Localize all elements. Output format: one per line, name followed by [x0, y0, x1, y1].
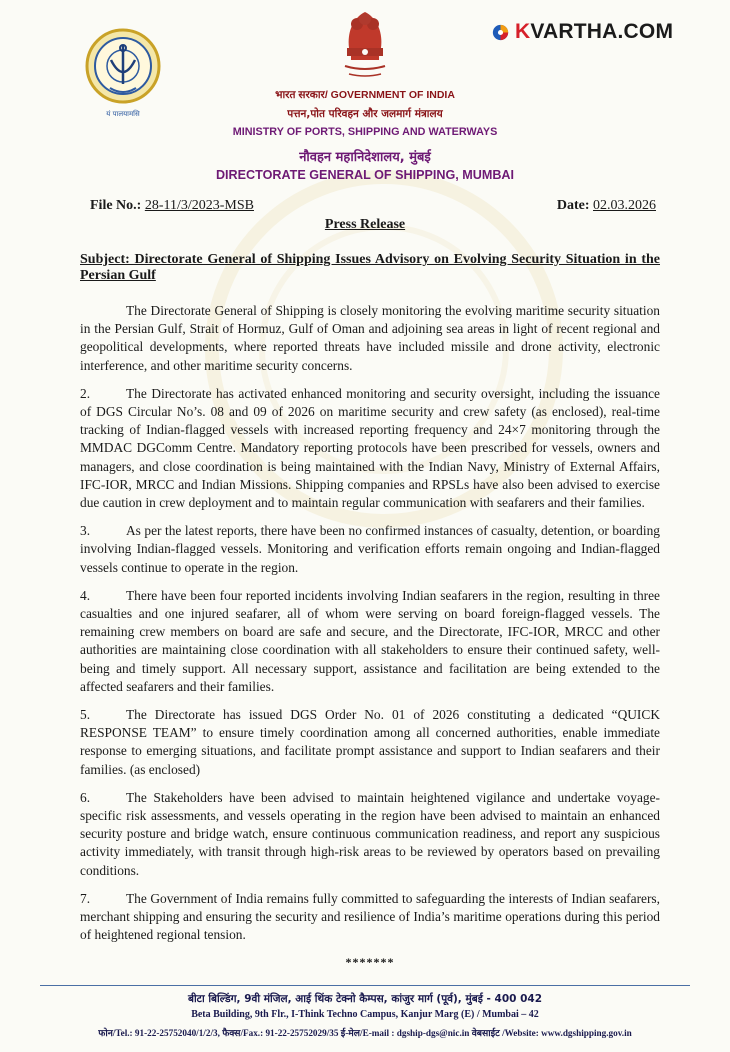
footer-contact: फोन/Tel.: 91-22-25752040/1/2/3, फैक्स/Fax.: 91-22-25752029/35 ई-मेल/E-mail : dgship-dgs@nic.in वेबसाईट /Website: www.dgshipping.gov.in: [98, 1028, 632, 1038]
press-release-body: [80, 302, 660, 971]
directorate-hindi-heading: नौवहन महानिदेशालय, मुंबई: [299, 150, 431, 165]
directorate-heading: DIRECTORATE GENERAL OF SHIPPING, MUMBAI: [215, 168, 515, 182]
paragraph-3: 3. As per the latest reports, there have been no confirmed instances of casualty, detention, or boarding involving Indian-flagged vessels. Monitoring and verification efforts remain ongoing and Indian-flagged vessels continue to operate in the region.: [80, 523, 660, 575]
kvartha-logo-icon: [492, 24, 509, 41]
paragraph-1: The Directorate General of Shipping is closely monitoring the evolving maritime security situation in the Persian Gulf, Strait of Hormuz, Gulf of Oman and adjoining sea areas in light of recent regional and geopolitical developments, where reported threats have included missile and drone activity, electronic interference, and other maritime security concerns.: [80, 303, 660, 373]
ministry-heading: MINISTRY OF PORTS, SHIPPING AND WATERWAYS: [232, 126, 498, 138]
kvartha-text: KVARTHA.COM: [515, 20, 674, 43]
paragraph-2: 2. The Directorate has activated enhanced monitoring and security oversight, including the issuance of DGS Circular No’s. 08 and 09 of 2026 on maritime security and crew safety (as enclosed), real-time tracking of Indian-flagged vessels with increased reporting frequency and 24×7 monitoring through the MMDAC DGComm Centre. Mandatory reporting protocols have been prescribed for vessels, owners and managers, and close coordination is being maintained with the Indian Navy, Ministry of External Affairs, IFC-IOR, MRCC and Indian Missions. Shipping companies and RPSLs have also been advised to exercise due caution in crew deployment and to maintain regular communication with seafarers and their families.: [80, 385, 660, 511]
kvartha-watermark: [492, 20, 673, 44]
press-release-title: Press Release: [324, 217, 406, 232]
footer-address: Beta Building, 9th Flr., I-Think Techno Campus, Kanjur Marg (E) / Mumbai – 42: [191, 1009, 539, 1020]
paragraph-5: 5. The Directorate has issued DGS Order No. 01 of 2026 constituting a dedicated “QUICK RESPONSE TEAM” to ensure timely coordination among all concerned authorities, enable immediate response to emerging situations, and facilitate prompt assistance and support to Indian seafarers and their families. (as enclosed): [80, 707, 660, 777]
footer-divider: [40, 985, 690, 986]
subject-line: Subject: Directorate General of Shipping Issues Advisory on Evolving Security Situation in the Persian Gulf: [80, 252, 660, 283]
government-of-india-heading: भारत सरकार/ GOVERNMENT OF INDIA: [275, 89, 455, 101]
release-date: Date: 02.03.2026: [556, 198, 656, 213]
file-number: File No.: 28-11/3/2023-MSB: [90, 198, 254, 213]
file-date-line: [90, 198, 656, 214]
paragraph-6: 6. The Stakeholders have been advised to maintain heightened vigilance and undertake voyage-specific risk assessments, and vessels operating in the region have been advised to maintain an enhanced security posture and bridge watch, ensure continuous communication readiness, and report any suspicious activity immediately, with transit through high-risk areas to be reviewed by operators based on prevailing conditions.: [80, 789, 660, 878]
end-mark: *******: [345, 954, 395, 969]
footer-address-hindi: बीटा बिल्डिंग, 9वी मंजिल, आई थिंक टेक्नो कैम्पस, कांजुर मार्ग (पूर्व), मुंबई - 400 042: [187, 993, 543, 1005]
dgs-motto: यं पालयामसि: [106, 110, 140, 118]
national-emblem: [339, 4, 391, 82]
paragraph-4: 4. There have been four reported incidents involving Indian seafarers in the region, resulting in three casualties and one injured seafarer, all of whom were serving on board foreign-flagged vessels. The remaining crew members on board are safe and secure, and the Directorate, IFC-IOR, MRCC and other authorities are maintaining close coordination with all stakeholders to ensure their continued safety, well-being and timely support. All necessary support, assistance and facilitation are being extended to the affected seafarers and their families.: [80, 587, 660, 694]
paragraph-7: 7. The Government of India remains fully committed to safeguarding the interests of Indian seafarers, merchant shipping and ensuring the security and resilience of India’s maritime operations during this period of heightened regional tension.: [80, 890, 660, 943]
ministry-hindi-heading: पत्तन,पोत परिवहन और जलमार्ग मंत्रालय: [287, 108, 443, 120]
